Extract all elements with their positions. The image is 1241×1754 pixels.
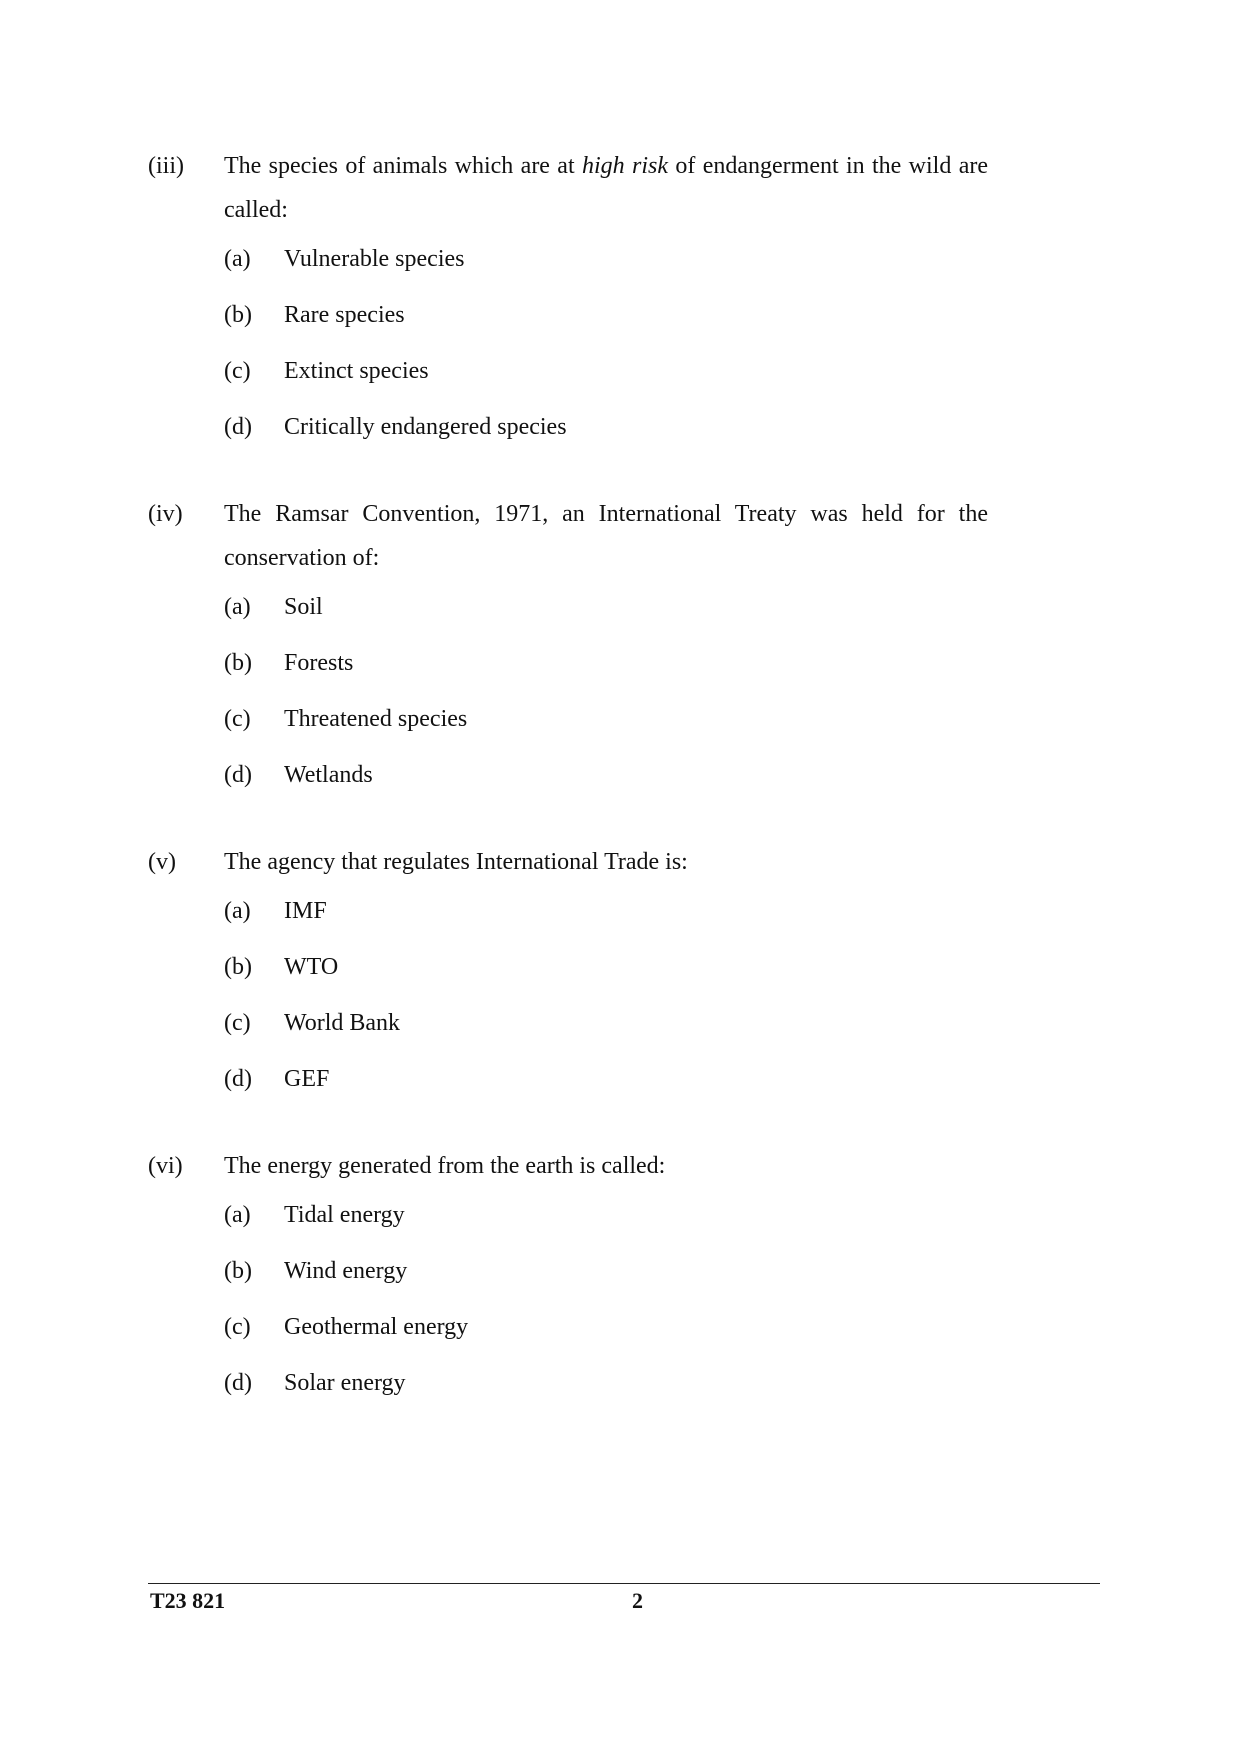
option-letter: (b) [224,302,252,328]
option-d [224,758,988,814]
options-list [224,1198,988,1422]
option-a [224,242,988,298]
option-letter: (d) [224,414,252,440]
question-text-after: of endangerment in the wild are called: [224,153,989,223]
page-number: 2 [632,1588,643,1613]
option-c [224,702,988,758]
paper-code: T23 821 [150,1588,226,1613]
option-text: Wetlands [284,762,373,788]
footer-divider [148,1583,1100,1584]
question-iii [148,144,988,466]
question-text: The agency that regulates International Trade is: [224,849,688,875]
question-number: (iii) [148,153,184,179]
option-d [224,1062,988,1118]
option-letter: (b) [224,1258,252,1284]
option-letter: (b) [224,954,252,980]
option-c [224,1310,988,1366]
option-letter: (c) [224,706,251,732]
option-d [224,410,988,466]
option-text: Threatened species [284,706,468,732]
question-vi [148,1144,988,1422]
option-a [224,590,988,646]
option-letter: (d) [224,1066,252,1092]
option-b [224,950,988,1006]
options-list [224,590,988,814]
option-text: Extinct species [284,358,429,384]
option-letter: (a) [224,594,251,620]
question-text: The energy generated from the earth is called: [224,1153,666,1179]
question-number: (vi) [148,1153,183,1179]
option-letter: (c) [224,1314,251,1340]
option-text: Geothermal energy [284,1314,469,1340]
option-b [224,1254,988,1310]
option-text: Solar energy [284,1370,406,1396]
option-b [224,646,988,702]
option-c [224,1006,988,1062]
question-text-before: The species of animals which are at [224,153,582,179]
option-text: GEF [284,1066,330,1092]
option-letter: (d) [224,1370,252,1396]
option-letter: (a) [224,898,251,924]
question-text-emphasis: high risk [581,153,669,179]
option-text: IMF [284,898,327,924]
option-letter: (a) [224,1202,251,1228]
question-text: The Ramsar Convention, 1971, an International Treaty was held for the conservation of: [224,501,988,571]
question-v [148,840,988,1118]
option-d [224,1366,988,1422]
option-a [224,1198,988,1254]
option-letter: (b) [224,650,252,676]
option-letter: (d) [224,762,252,788]
option-b [224,298,988,354]
option-text: Tidal energy [284,1202,405,1228]
option-text: Rare species [284,302,405,328]
options-list [224,894,988,1118]
question-text [224,144,988,232]
option-letter: (c) [224,1010,251,1036]
option-text: Vulnerable species [284,246,465,272]
option-letter: (c) [224,358,251,384]
option-letter: (a) [224,246,251,272]
option-text: Wind energy [284,1258,408,1284]
question-number: (v) [148,849,176,875]
options-list [224,242,988,466]
option-text: World Bank [284,1010,401,1036]
option-c [224,354,988,410]
option-a [224,894,988,950]
option-text: Soil [284,594,323,620]
option-text: WTO [284,954,339,980]
question-number: (iv) [148,501,183,527]
option-text: Critically endangered species [284,414,567,440]
question-iv [148,492,988,814]
option-text: Forests [284,650,354,676]
